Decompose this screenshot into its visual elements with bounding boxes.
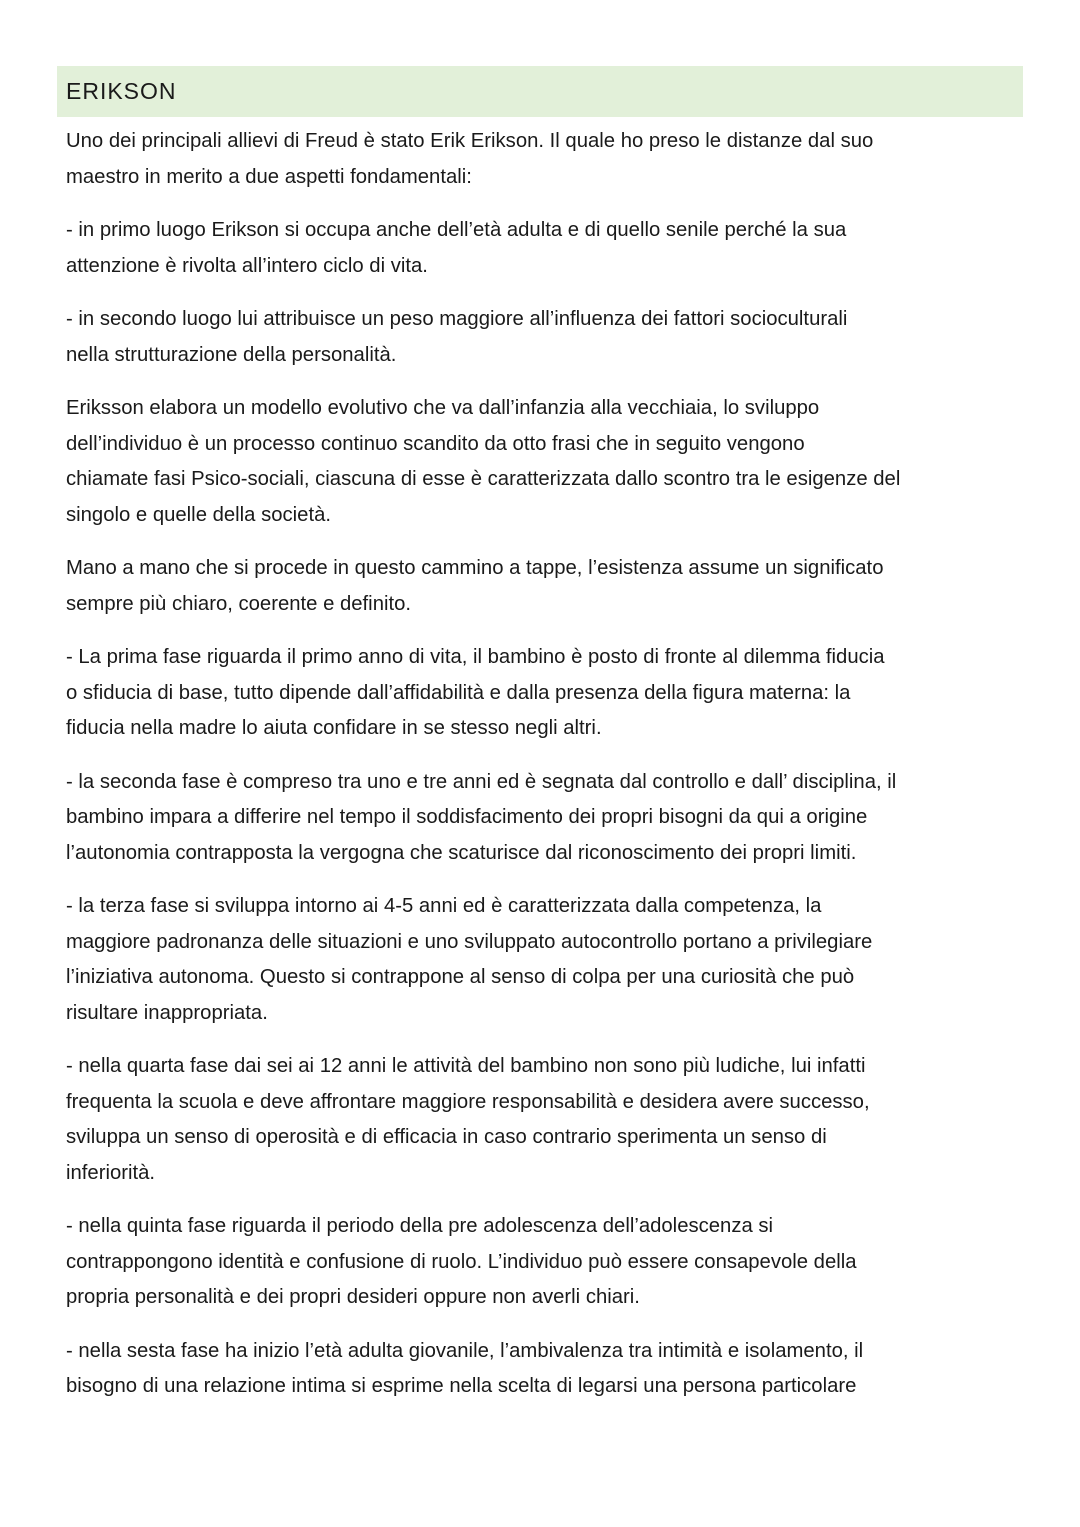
text-line: inferiorità. <box>66 1161 156 1184</box>
text-line: nella strutturazione della personalità. <box>66 343 397 366</box>
text-line: sviluppa un senso di operosità e di efficacia in caso contrario sperimenta un senso di <box>66 1126 827 1148</box>
text-line: - la terza fase si sviluppa intorno ai 4-5 anni ed è caratterizzata dalla competenza, la <box>66 895 822 917</box>
paragraph <box>66 1049 1026 1191</box>
document-body <box>66 124 1026 1423</box>
text-line: fiducia nella madre lo aiuta confidare in se stesso negli altri. <box>66 717 602 739</box>
paragraph <box>66 1334 1026 1405</box>
text-line: Uno dei principali allievi di Freud è stato Erik Erikson. Il quale ho preso le distanze dal suo <box>66 130 874 152</box>
text-line: bisogno di una relazione intima si esprime nella scelta di legarsi una persona particolare <box>66 1375 857 1397</box>
paragraph <box>66 213 1026 284</box>
paragraph <box>66 889 1026 1031</box>
text-line: - nella quarta fase dai sei ai 12 anni le attività del bambino non sono più ludiche, lui infatti <box>66 1055 866 1077</box>
text-line: chiamate fasi Psico-sociali, ciascuna di esse è caratterizzata dallo scontro tra le esigenze del <box>66 468 901 490</box>
section-heading-bar <box>57 66 1023 117</box>
text-line: - la seconda fase è compreso tra uno e tre anni ed è segnata dal controllo e dall’ disciplina, il <box>66 770 897 793</box>
text-line: Eriksson elabora un modello evolutivo che va dall’infanzia alla vecchiaia, lo sviluppo <box>66 397 820 419</box>
text-line: contrappongono identità e confusione di ruolo. L’individuo può essere consapevole della <box>66 1250 857 1273</box>
paragraph <box>66 640 1026 747</box>
text-line: - in secondo luogo lui attribuisce un peso maggiore all’influenza dei fattori socioculturali <box>66 308 848 330</box>
text-line: Mano a mano che si procede in questo cammino a tappe, l’esistenza assume un significato <box>66 557 884 579</box>
text-line: frequenta la scuola e deve affrontare maggiore responsabilità e desidera avere successo, <box>66 1090 870 1113</box>
paragraph <box>66 391 1026 533</box>
text-line: o sfiducia di base, tutto dipende dall’affidabilità e dalla presenza della figura materna: la <box>66 681 851 704</box>
text-line: singolo e quelle della società. <box>66 503 332 526</box>
text-line: propria personalità e dei propri desideri oppure non averli chiari. <box>66 1286 640 1308</box>
text-line: maggiore padronanza delle situazioni e uno sviluppato autocontrollo portano a privilegiare <box>66 930 873 953</box>
text-line: - nella sesta fase ha inizio l’età adulta giovanile, l’ambivalenza tra intimità e isolamento, il <box>66 1339 864 1362</box>
paragraph <box>66 1209 1026 1316</box>
paragraph <box>66 765 1026 872</box>
text-line: maestro in merito a due aspetti fondamentali: <box>66 165 472 188</box>
text-line: - nella quinta fase riguarda il periodo della pre adolescenza dell’adolescenza si <box>66 1215 774 1237</box>
text-line: sempre più chiaro, coerente e definito. <box>66 592 412 615</box>
text-line: - La prima fase riguarda il primo anno di vita, il bambino è posto di fronte al dilemma fiducia <box>66 646 885 668</box>
paragraph <box>66 551 1026 622</box>
text-line: l’autonomia contrapposta la vergogna che scaturisce dal riconoscimento dei propri limiti. <box>66 841 857 864</box>
paragraph <box>66 124 1026 195</box>
text-line: bambino impara a differire nel tempo il soddisfacimento dei propri bisogni da qui a origine <box>66 806 868 828</box>
text-line: - in primo luogo Erikson si occupa anche dell’età adulta e di quello senile perché la sua <box>66 219 847 241</box>
paragraph <box>66 302 1026 373</box>
section-heading: ERIKSON <box>66 78 177 104</box>
text-line: risultare inappropriata. <box>66 1001 268 1024</box>
text-line: dell’individuo è un processo continuo scandito da otto frasi che in seguito vengono <box>66 432 805 455</box>
text-line: l’iniziativa autonoma. Questo si contrappone al senso di colpa per una curiosità che può <box>66 966 855 988</box>
text-line: attenzione è rivolta all’intero ciclo di vita. <box>66 254 428 277</box>
